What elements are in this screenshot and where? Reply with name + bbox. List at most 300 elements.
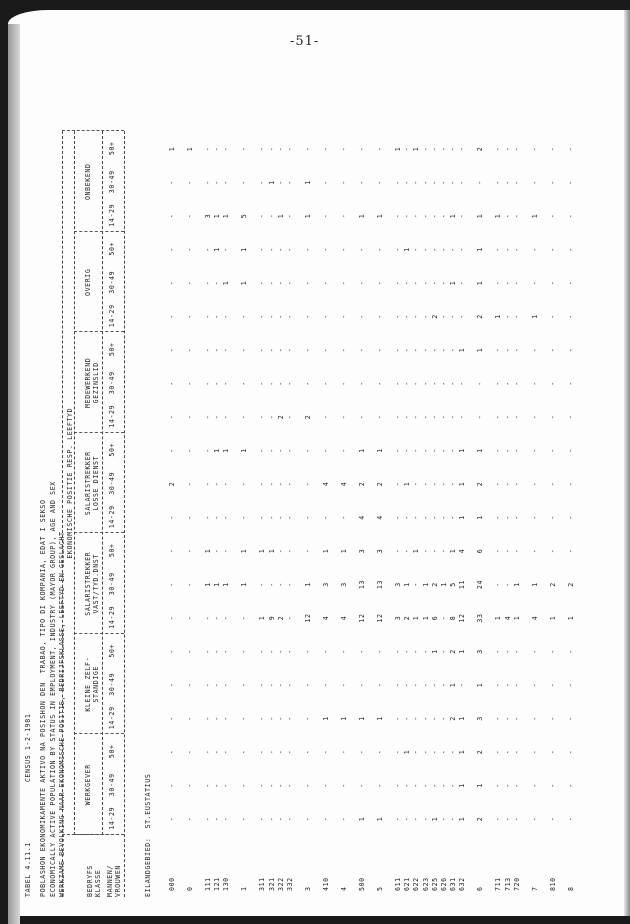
- table-rule: [74, 132, 75, 836]
- table-cell: -: [430, 247, 439, 252]
- table-cell: 1: [267, 180, 276, 185]
- table-cell: -: [512, 314, 521, 319]
- row-label: 8: [566, 886, 575, 891]
- table-cell: -: [322, 347, 330, 353]
- row-label: 621: [403, 877, 412, 891]
- table-cell: -: [548, 716, 557, 721]
- age-header: 30-49: [108, 170, 116, 194]
- table-cell: -: [304, 816, 312, 822]
- table-cell: -: [267, 816, 276, 822]
- age-header: 50+: [108, 342, 116, 357]
- table-cell: -: [340, 213, 348, 219]
- table-cell: -: [340, 146, 348, 152]
- table-cell: -: [286, 280, 294, 286]
- table-cell: -: [186, 548, 194, 554]
- table-cell: -: [530, 481, 539, 487]
- table-cell: -: [494, 381, 503, 386]
- table-cell: -: [358, 180, 366, 185]
- table-cell: 2: [403, 615, 412, 621]
- table-cell: -: [213, 716, 222, 721]
- table-cell: -: [276, 481, 285, 487]
- table-cell: -: [267, 749, 276, 755]
- table-cell: -: [267, 347, 276, 353]
- table-cell: 3: [340, 582, 348, 587]
- table-cell: 12: [376, 613, 384, 623]
- table-cell: -: [304, 280, 312, 286]
- table-cell: -: [240, 481, 249, 487]
- table-cell: -: [213, 347, 222, 353]
- table-cell: -: [376, 146, 384, 152]
- table-cell: -: [440, 448, 448, 453]
- table-cell: -: [503, 213, 512, 219]
- table-cell: -: [186, 649, 194, 654]
- table-rule: [124, 132, 125, 898]
- row-label: 622: [412, 877, 421, 891]
- table-cell: -: [449, 414, 458, 420]
- table-cell: 1: [458, 481, 467, 487]
- age-header: 14-29: [108, 806, 116, 830]
- table-cell: 1: [186, 146, 194, 152]
- scanned-page: [8, 10, 630, 916]
- table-cell: 1: [394, 146, 402, 152]
- table-cell: -: [394, 381, 402, 386]
- table-cell: -: [548, 783, 557, 788]
- table-cell: -: [430, 180, 439, 185]
- table-cell: -: [376, 749, 384, 755]
- table-cell: 5: [449, 582, 458, 587]
- group-divider: [74, 432, 124, 433]
- table-cell: -: [204, 280, 212, 286]
- title-dutch: WERKZAME BEVOLKING NAAR EKONOMISCHE POSITIE, BEDRIJFSKLASSE, LEEFTYD EN GESLACHT: [58, 531, 67, 897]
- table-cell: -: [403, 146, 412, 152]
- table-cell: 3: [394, 582, 402, 587]
- table-cell: 1: [322, 716, 330, 721]
- page-number: -51-: [290, 34, 320, 49]
- table-cell: -: [340, 649, 348, 654]
- table-rule: [102, 132, 103, 836]
- table-cell: 13: [358, 579, 366, 590]
- table-cell: -: [421, 247, 430, 252]
- table-cell: -: [358, 247, 366, 252]
- table-cell: -: [322, 749, 330, 755]
- table-cell: -: [304, 749, 312, 755]
- table-cell: -: [276, 448, 285, 453]
- table-cell: -: [276, 280, 285, 286]
- table-cell: -: [512, 783, 521, 788]
- table-cell: -: [186, 247, 194, 252]
- group-header: SALARISTREKKER VAST/TYD.DNST: [84, 551, 100, 616]
- table-cell: -: [168, 649, 176, 654]
- table-cell: 1: [476, 783, 485, 788]
- table-cell: -: [566, 682, 575, 688]
- table-cell: -: [213, 816, 222, 822]
- table-cell: -: [503, 448, 512, 453]
- table-cell: -: [286, 749, 294, 755]
- table-cell: -: [304, 146, 312, 152]
- table-cell: -: [186, 280, 194, 286]
- table-cell: 4: [340, 615, 348, 621]
- table-cell: -: [304, 347, 312, 353]
- table-cell: -: [240, 381, 249, 386]
- table-cell: 1: [403, 749, 412, 755]
- table-cell: -: [258, 213, 267, 219]
- table-cell: -: [421, 481, 430, 487]
- table-cell: -: [304, 682, 312, 688]
- table-cell: 1: [168, 146, 176, 152]
- table-cell: -: [240, 347, 249, 353]
- table-cell: -: [548, 280, 557, 286]
- table-cell: -: [276, 749, 285, 755]
- table-cell: -: [548, 180, 557, 185]
- age-header: 30-49: [108, 471, 116, 495]
- table-cell: -: [240, 180, 249, 185]
- table-cell: -: [494, 582, 503, 587]
- row-label: 632: [458, 877, 467, 891]
- table-cell: -: [222, 682, 231, 688]
- table-cell: -: [322, 414, 330, 420]
- row-label: 625: [430, 877, 439, 891]
- table-cell: -: [340, 749, 348, 755]
- table-cell: -: [304, 783, 312, 788]
- table-cell: -: [168, 749, 176, 755]
- table-cell: -: [213, 515, 222, 520]
- age-header: 50+: [108, 744, 116, 759]
- table-cell: -: [267, 682, 276, 688]
- table-cell: -: [376, 682, 384, 688]
- table-cell: -: [286, 481, 294, 487]
- table-cell: -: [458, 414, 467, 420]
- table-cell: -: [376, 247, 384, 252]
- table-cell: 4: [340, 481, 348, 487]
- table-cell: -: [421, 548, 430, 554]
- table-cell: -: [458, 146, 467, 152]
- table-cell: -: [440, 615, 448, 621]
- group-divider: [74, 734, 124, 735]
- table-cell: -: [440, 716, 448, 721]
- row-label: 611: [394, 877, 402, 891]
- table-cell: -: [258, 280, 267, 286]
- table-cell: 4: [376, 515, 384, 520]
- table-cell: -: [503, 180, 512, 185]
- table-cell: -: [186, 716, 194, 721]
- table-cell: -: [394, 749, 402, 755]
- table-cell: 12: [304, 613, 312, 623]
- table-cell: -: [240, 314, 249, 319]
- table-cell: -: [340, 414, 348, 420]
- table-cell: 1: [476, 515, 485, 520]
- table-cell: 1: [304, 180, 312, 185]
- table-cell: -: [403, 280, 412, 286]
- table-cell: 3: [376, 548, 384, 554]
- table-cell: -: [222, 381, 231, 386]
- rotated-table-sheet: [18, 55, 628, 915]
- table-cell: -: [512, 213, 521, 219]
- table-cell: -: [222, 716, 231, 721]
- table-cell: 4: [458, 548, 467, 554]
- table-cell: -: [530, 280, 539, 286]
- table-cell: -: [322, 649, 330, 654]
- table-cell: 1: [476, 213, 485, 219]
- table-cell: -: [458, 213, 467, 219]
- census-date: CENSUS 1-2-1981: [24, 713, 32, 783]
- table-cell: 1: [494, 213, 503, 219]
- table-cell: -: [494, 448, 503, 453]
- table-cell: -: [213, 548, 222, 554]
- table-cell: 4: [358, 515, 366, 520]
- table-cell: -: [430, 515, 439, 520]
- table-cell: 1: [494, 615, 503, 621]
- table-cell: -: [494, 481, 503, 487]
- table-cell: 1: [476, 280, 485, 286]
- table-cell: -: [566, 649, 575, 654]
- table-cell: -: [358, 649, 366, 654]
- table-cell: -: [548, 314, 557, 319]
- table-cell: 4: [322, 615, 330, 621]
- table-cell: -: [304, 515, 312, 520]
- table-cell: 1: [476, 247, 485, 252]
- table-cell: -: [412, 816, 421, 822]
- table-cell: -: [421, 414, 430, 420]
- table-cell: -: [168, 816, 176, 822]
- table-cell: 1: [358, 213, 366, 219]
- table-cell: -: [276, 347, 285, 353]
- table-rule: [62, 132, 63, 898]
- table-cell: -: [530, 247, 539, 252]
- table-cell: -: [286, 548, 294, 554]
- age-header: 14-29: [108, 505, 116, 529]
- table-cell: 1: [376, 816, 384, 822]
- table-cell: 1: [476, 682, 485, 688]
- table-cell: -: [494, 749, 503, 755]
- table-cell: -: [421, 448, 430, 453]
- table-cell: -: [421, 213, 430, 219]
- table-cell: 2: [476, 749, 485, 755]
- table-cell: -: [240, 783, 249, 788]
- table-cell: 1: [403, 481, 412, 487]
- table-cell: -: [340, 314, 348, 319]
- group-header: ONBEKEND: [84, 163, 92, 201]
- table-cell: -: [494, 247, 503, 252]
- table-cell: -: [394, 448, 402, 453]
- table-cell: -: [358, 783, 366, 788]
- table-cell: 1: [240, 448, 249, 453]
- age-header: 50+: [108, 141, 116, 156]
- table-cell: -: [213, 146, 222, 152]
- table-cell: -: [494, 649, 503, 654]
- table-cell: -: [449, 515, 458, 520]
- table-cell: -: [503, 247, 512, 252]
- table-cell: 1: [222, 213, 231, 219]
- table-cell: -: [548, 247, 557, 252]
- table-cell: -: [276, 247, 285, 252]
- table-cell: -: [449, 481, 458, 487]
- table-cell: -: [204, 749, 212, 755]
- table-cell: -: [340, 816, 348, 822]
- table-cell: -: [267, 247, 276, 252]
- table-cell: 1: [458, 783, 467, 788]
- table-cell: -: [213, 649, 222, 654]
- table-cell: -: [548, 548, 557, 554]
- table-cell: -: [530, 347, 539, 353]
- table-cell: -: [186, 481, 194, 487]
- table-cell: -: [430, 280, 439, 286]
- table-cell: -: [394, 280, 402, 286]
- table-cell: 1: [340, 548, 348, 554]
- table-cell: -: [449, 180, 458, 185]
- table-cell: -: [204, 381, 212, 386]
- table-cell: -: [322, 314, 330, 319]
- table-cell: 3: [394, 615, 402, 621]
- table-cell: -: [213, 314, 222, 319]
- table-cell: -: [548, 347, 557, 353]
- age-header: 30-49: [108, 572, 116, 596]
- table-cell: 1: [512, 582, 521, 587]
- table-cell: 2: [276, 615, 285, 621]
- table-cell: 12: [358, 613, 366, 623]
- table-cell: -: [566, 716, 575, 721]
- table-cell: 4: [322, 481, 330, 487]
- group-header: KLEINE ZELF- STANDIGE: [84, 656, 100, 712]
- table-cell: -: [258, 314, 267, 319]
- table-cell: 2: [358, 481, 366, 487]
- table-cell: 1: [476, 448, 485, 453]
- table-cell: -: [548, 414, 557, 420]
- table-cell: 2: [476, 816, 485, 822]
- island-label: EILANDGEBIED: ST.EUSTATIUS: [144, 773, 152, 897]
- table-cell: -: [503, 682, 512, 688]
- row-label: 0: [186, 886, 194, 891]
- table-cell: 1: [458, 448, 467, 453]
- table-cell: 5: [240, 213, 249, 219]
- table-cell: -: [430, 716, 439, 721]
- table-cell: -: [476, 180, 485, 185]
- table-cell: -: [276, 515, 285, 520]
- table-cell: -: [394, 481, 402, 487]
- table-cell: 1: [258, 615, 267, 621]
- table-cell: -: [430, 783, 439, 788]
- table-cell: -: [548, 381, 557, 386]
- table-cell: -: [566, 146, 575, 152]
- table-cell: -: [213, 682, 222, 688]
- table-cell: -: [204, 347, 212, 353]
- table-cell: -: [440, 481, 448, 487]
- table-cell: -: [222, 146, 231, 152]
- table-cell: -: [213, 280, 222, 286]
- table-cell: -: [276, 381, 285, 386]
- table-cell: 2: [449, 716, 458, 721]
- table-cell: -: [566, 381, 575, 386]
- table-cell: 3: [204, 213, 212, 219]
- table-cell: -: [240, 716, 249, 721]
- table-cell: -: [222, 247, 231, 252]
- table-cell: -: [440, 347, 448, 353]
- table-cell: -: [403, 816, 412, 822]
- table-cell: -: [168, 213, 176, 219]
- table-cell: -: [458, 682, 467, 688]
- table-cell: -: [512, 448, 521, 453]
- table-cell: 1: [213, 247, 222, 252]
- table-cell: -: [186, 682, 194, 688]
- table-cell: -: [566, 548, 575, 554]
- table-cell: -: [222, 615, 231, 621]
- table-cell: -: [258, 649, 267, 654]
- table-cell: 1: [222, 280, 231, 286]
- table-cell: -: [512, 180, 521, 185]
- table-cell: -: [267, 213, 276, 219]
- table-cell: -: [440, 649, 448, 654]
- table-cell: -: [512, 146, 521, 152]
- table-cell: 1: [512, 615, 521, 621]
- table-cell: -: [267, 414, 276, 420]
- table-cell: 1: [458, 816, 467, 822]
- table-cell: -: [376, 381, 384, 386]
- table-cell: 2: [548, 582, 557, 587]
- table-cell: 1: [240, 280, 249, 286]
- table-cell: -: [394, 414, 402, 420]
- table-cell: -: [304, 649, 312, 654]
- table-cell: -: [458, 180, 467, 185]
- table-cell: 1: [376, 213, 384, 219]
- table-cell: -: [240, 816, 249, 822]
- table-cell: -: [440, 783, 448, 788]
- table-cell: -: [394, 783, 402, 788]
- table-cell: -: [394, 649, 402, 654]
- table-cell: -: [322, 682, 330, 688]
- table-cell: -: [222, 180, 231, 185]
- table-cell: 1: [449, 213, 458, 219]
- table-cell: -: [168, 448, 176, 453]
- table-cell: -: [304, 548, 312, 554]
- table-cell: -: [258, 247, 267, 252]
- table-cell: -: [503, 414, 512, 420]
- table-cell: 2: [376, 481, 384, 487]
- table-cell: -: [449, 146, 458, 152]
- table-cell: 1: [530, 582, 539, 587]
- row-label: 130: [222, 877, 231, 891]
- table-cell: -: [512, 347, 521, 353]
- group-header: SALARISTREKKER LOSSE DIENST: [84, 451, 100, 516]
- table-cell: -: [168, 548, 176, 554]
- table-cell: -: [412, 481, 421, 487]
- table-cell: 1: [412, 548, 421, 554]
- table-cell: -: [412, 682, 421, 688]
- age-header: 30-49: [108, 773, 116, 797]
- table-cell: -: [566, 749, 575, 755]
- table-cell: -: [222, 347, 231, 353]
- table-cell: -: [503, 749, 512, 755]
- title-english: ECONOMICALLY ACTIVE POPULATION BY STATUS IN EMPLOYMENT, INDUSTRY (MAYOR GROUP), AGE AND SEX: [48, 481, 57, 897]
- table-cell: -: [213, 414, 222, 420]
- table-cell: -: [421, 749, 430, 755]
- table-cell: -: [286, 515, 294, 520]
- table-cell: -: [512, 481, 521, 487]
- table-cell: -: [286, 180, 294, 185]
- table-id-line: [24, 481, 33, 897]
- table-cell: -: [421, 682, 430, 688]
- age-header: 14-29: [108, 605, 116, 629]
- row-label: 322: [276, 877, 285, 891]
- table-cell: 1: [267, 548, 276, 554]
- table-cell: -: [267, 280, 276, 286]
- table-cell: -: [430, 749, 439, 755]
- table-cell: -: [503, 280, 512, 286]
- table-cell: 1: [430, 649, 439, 654]
- table-cell: -: [412, 414, 421, 420]
- age-header: 14-29: [108, 203, 116, 227]
- row-label: 410: [322, 877, 330, 891]
- table-cell: 1: [458, 649, 467, 654]
- table-cell: 1: [240, 582, 249, 587]
